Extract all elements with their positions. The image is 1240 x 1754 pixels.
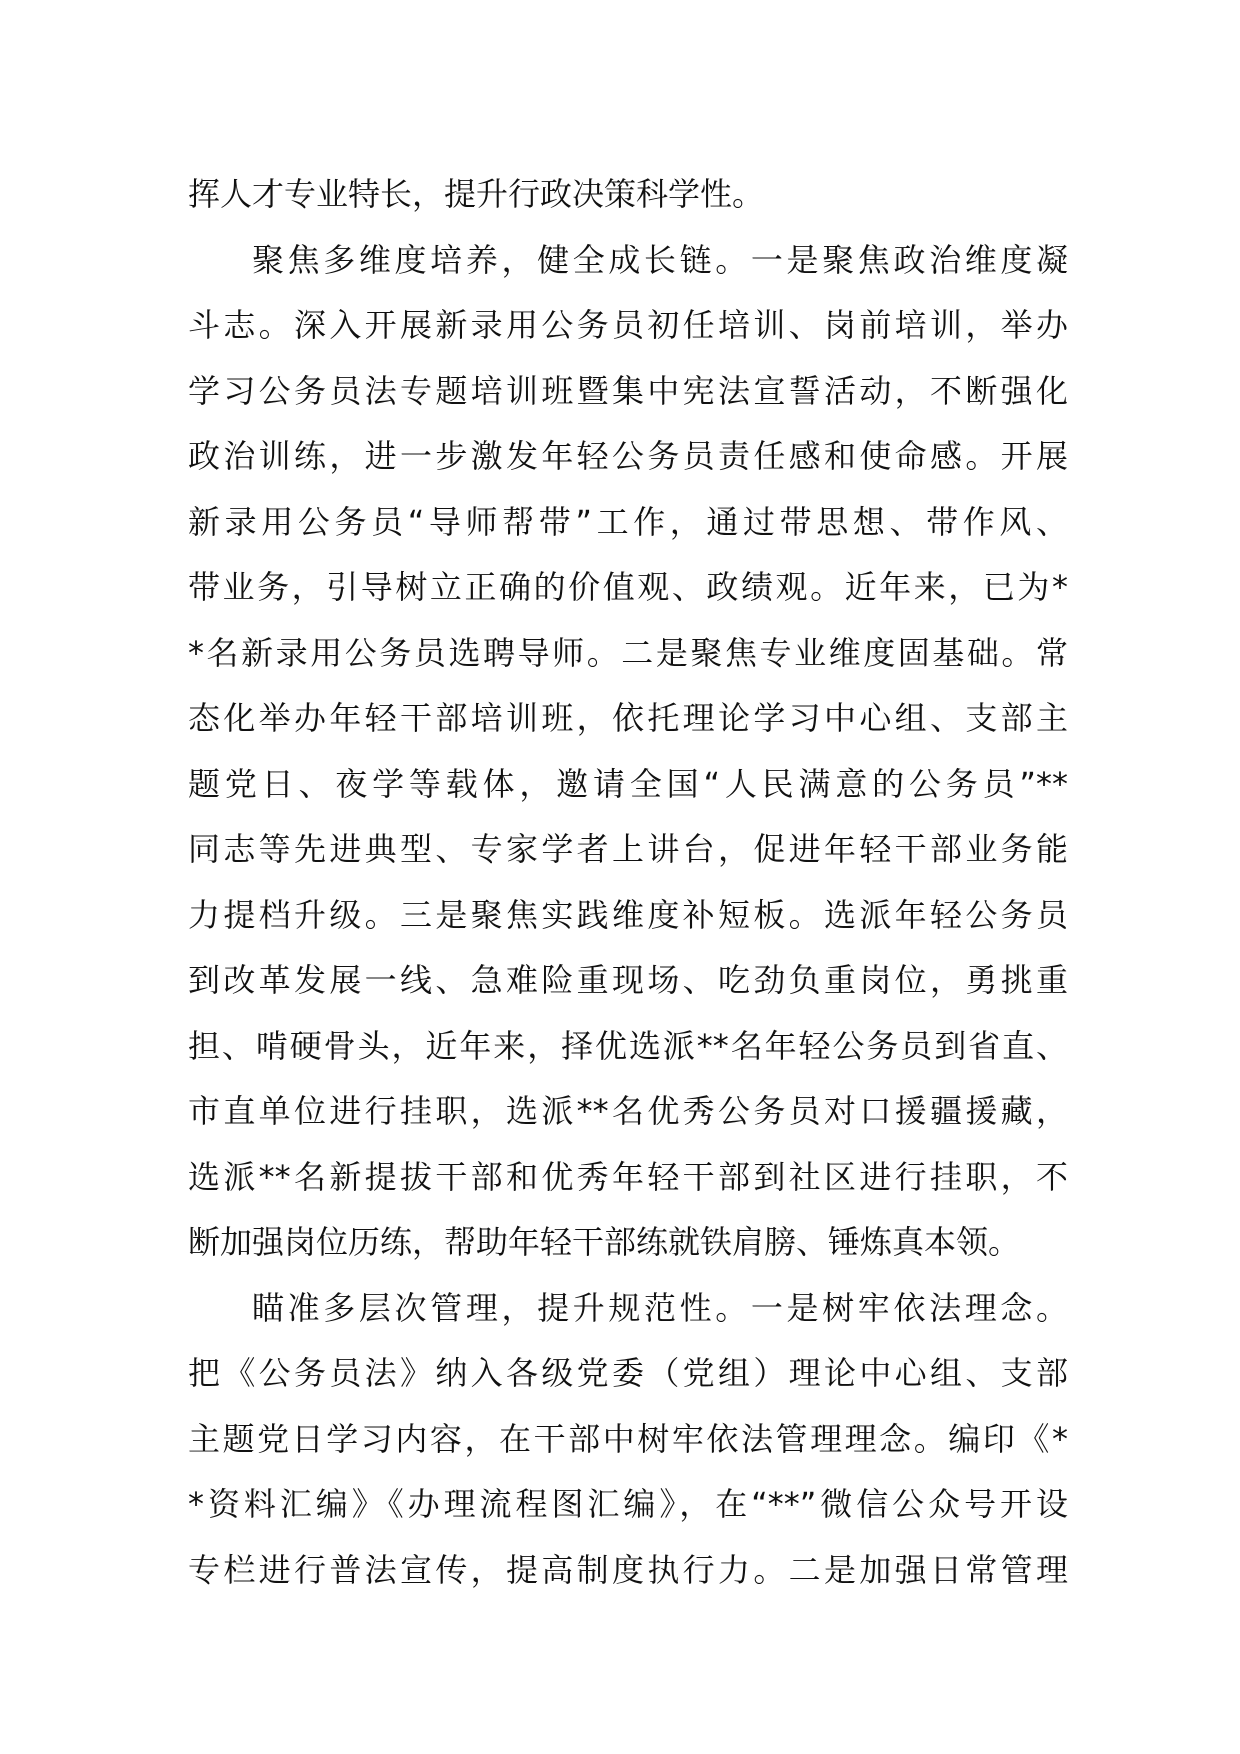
text-line: 担、啃硬骨头，近年来，择优选派**名年轻公务员到省直、 — [188, 1026, 1068, 1065]
text-line: 主题党日学习内容，在干部中树牢依法管理理念。编印《* — [188, 1419, 1068, 1458]
text-line: 态化举办年轻干部培训班，依托理论学习中心组、支部主 — [188, 699, 1068, 737]
text-line: 力提档升级。三是聚焦实践维度补短板。选派年轻公务员 — [188, 895, 1068, 934]
text-line: 带业务，引导树立正确的价值观、政绩观。近年来，已为* — [188, 568, 1068, 606]
text-line: 把《公务员法》纳入各级党委（党组）理论中心组、支部 — [188, 1354, 1068, 1392]
text-line: 市直单位进行挂职，选派**名优秀公务员对口援疆援藏， — [188, 1092, 1068, 1130]
text-line: 题党日、夜学等载体，邀请全国“人民满意的公务员”** — [188, 764, 1068, 803]
text-line: 聚焦多维度培养，健全成长链。一是聚焦政治维度凝 — [252, 240, 1068, 279]
text-line: 到改革发展一线、急难险重现场、吃劲负重岗位，勇挑重 — [188, 961, 1068, 999]
text-line: 选派**名新提拔干部和优秀年轻干部到社区进行挂职，不 — [188, 1157, 1068, 1196]
text-line: 专栏进行普法宣传，提高制度执行力。二是加强日常管理 — [188, 1550, 1068, 1589]
text-line: 同志等先进典型、专家学者上讲台，促进年轻干部业务能 — [188, 830, 1068, 868]
text-line: 瞄准多层次管理，提升规范性。一是树牢依法理念。 — [252, 1288, 1068, 1327]
text-line: *名新录用公务员选聘导师。二是聚焦专业维度固基础。常 — [188, 633, 1068, 672]
text-line: 学习公务员法专题培训班暨集中宪法宣誓活动，不断强化 — [188, 371, 1068, 410]
body-text — [188, 162, 1068, 1603]
text-line: 挥人才专业特长，提升行政决策科学性。 — [188, 175, 765, 213]
text-line: 斗志。深入开展新录用公务员初任培训、岗前培训，举办 — [188, 306, 1068, 344]
text-line: 新录用公务员“导师帮带”工作，通过带思想、带作风、 — [188, 502, 1068, 541]
text-line: 政治训练，进一步激发年轻公务员责任感和使命感。开展 — [188, 437, 1068, 475]
text-line: *资料汇编》《办理流程图汇编》，在“**”微信公众号开设 — [188, 1485, 1068, 1523]
text-line: 断加强岗位历练，帮助年轻干部练就铁肩膀、锤炼真本领。 — [188, 1223, 1021, 1261]
